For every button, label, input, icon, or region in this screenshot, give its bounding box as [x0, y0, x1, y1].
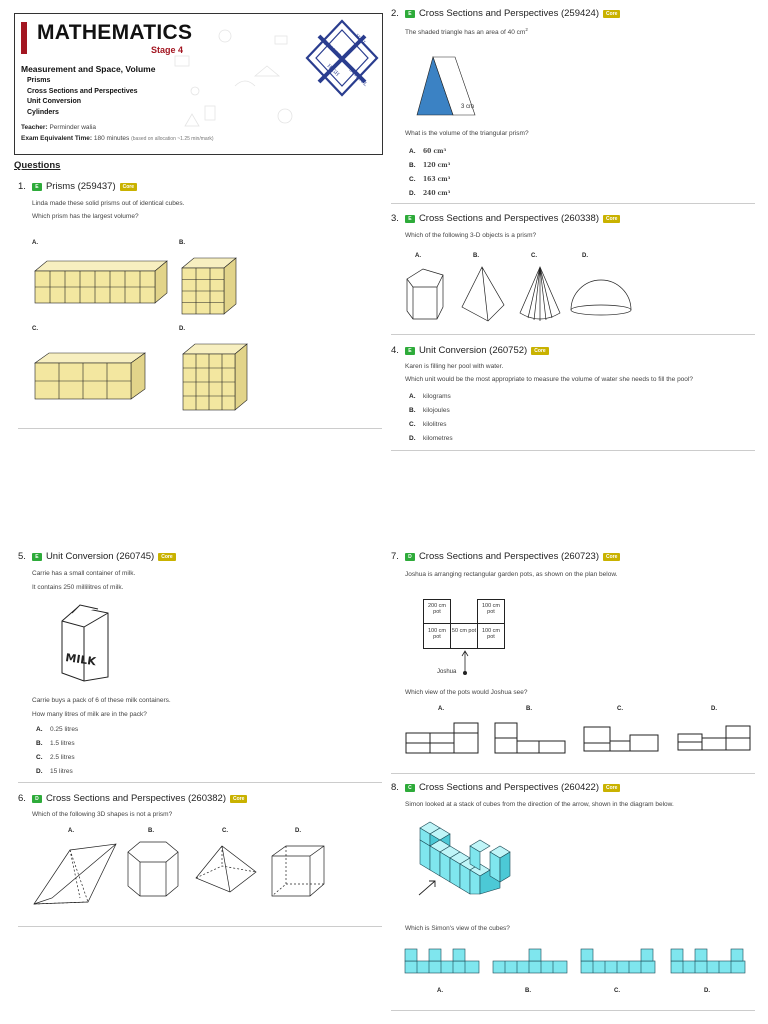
q4-option-d[interactable]: D. kilometres	[409, 435, 453, 442]
q6-header	[18, 793, 247, 804]
divider	[18, 926, 382, 927]
q4-option-c[interactable]: C. kilolitres	[409, 421, 447, 428]
q2-core-badge: Core	[603, 10, 620, 18]
formula-background	[165, 16, 315, 152]
time-value: 180 minutes	[93, 135, 130, 142]
stage-label: Stage 4	[151, 45, 184, 55]
q4-option-a[interactable]: A. kilograms	[409, 393, 451, 400]
q2-triangular-prism	[415, 55, 485, 127]
q1-label-c: C.	[32, 326, 38, 332]
q3-label-c: C.	[531, 253, 537, 259]
q2-dimension-label: 3 cm	[461, 104, 475, 110]
q6-label-d: D.	[295, 828, 301, 834]
time-label: Exam Equivalent Time:	[21, 135, 93, 142]
q8-label-d: D.	[704, 988, 710, 994]
q4-line-2: Which unit would be the most appropriate to measure the volume of water she needs to fill the pool?	[405, 376, 693, 383]
subtopic-item: Prisms	[27, 77, 51, 84]
q5-options	[36, 723, 78, 779]
q6-square-pyramid	[192, 842, 260, 898]
q1-label-b: B.	[179, 240, 185, 246]
q4-options	[409, 390, 453, 446]
q3-label-d: D.	[582, 253, 588, 259]
q5-line-3: Carrie buys a pack of 6 of these milk containers.	[32, 697, 171, 704]
q1-label-d: D.	[179, 326, 185, 332]
q5-core-badge: Core	[158, 553, 175, 561]
subtopic-item: Unit Conversion	[27, 98, 82, 105]
q5-difficulty-badge: E	[32, 553, 42, 561]
q2-title: Cross Sections and Perspectives (259424)	[418, 8, 600, 19]
q7-pot: 200 cm pot	[423, 599, 451, 624]
q6-line: Which of the following 3D shapes is not a prism?	[32, 811, 173, 818]
subtopic-item: Cross Sections and Perspectives	[27, 87, 138, 95]
q4-option-b[interactable]: B. kilojoules	[409, 407, 450, 414]
q5-option-d[interactable]: D. 15 litres	[36, 768, 73, 775]
q1-prism-b	[180, 256, 240, 316]
subject-title: MATHEMATICS	[37, 21, 193, 44]
q2-option-b[interactable]: B. 120 cm³	[409, 162, 451, 169]
q8-core-badge: Core	[603, 784, 620, 792]
teacher-label: Teacher:	[21, 124, 48, 131]
q6-cube	[268, 842, 328, 900]
q2-question: What is the volume of the triangular prism?	[405, 130, 529, 137]
q4-line-1: Karen is filling her pool with water.	[405, 363, 504, 370]
q8-header	[391, 782, 620, 793]
teacher-line	[21, 124, 96, 131]
q6-number: 6.	[18, 793, 26, 804]
q7-pot: 100 cm pot	[477, 599, 505, 624]
divider	[391, 773, 755, 774]
topic-title: Measurement and Space, Volume	[21, 64, 156, 74]
q1-line-1: Linda made these solid prisms out of identical cubes.	[32, 200, 185, 207]
q1-title: Prisms (259437)	[45, 181, 116, 192]
q5-line-2: It contains 250 millilitres of milk.	[32, 584, 124, 591]
divider	[391, 450, 755, 451]
q5-option-b[interactable]: B. 1.5 litres	[36, 740, 75, 747]
q8-direction-arrow-icon	[417, 877, 439, 897]
divider	[391, 334, 755, 335]
divider	[18, 428, 382, 429]
q8-view-c	[580, 948, 656, 974]
q6-label-a: A.	[68, 828, 74, 834]
q5-option-c[interactable]: C. 2.5 litres	[36, 754, 75, 761]
subtopic-list	[27, 76, 138, 118]
q3-cone-like-pyramid	[518, 265, 562, 325]
q8-label-a: A.	[437, 988, 443, 994]
q8-view-a	[404, 948, 480, 974]
q7-person-label: Joshua	[437, 669, 457, 675]
q7-pot-plan	[423, 599, 505, 649]
q3-difficulty-badge: E	[405, 215, 415, 223]
header-box	[14, 13, 383, 155]
q7-line: Joshua is arranging rectangular garden pots, as shown on the plan below.	[405, 571, 618, 578]
q8-view-b	[492, 948, 568, 974]
q3-line: Which of the following 3-D objects is a prism?	[405, 232, 537, 239]
q1-difficulty-badge: E	[32, 183, 42, 191]
q5-milk-carton	[58, 603, 114, 683]
q7-view-d	[677, 724, 752, 752]
q6-title: Cross Sections and Perspectives (260382)	[45, 793, 227, 804]
q7-label-a: A.	[438, 706, 444, 712]
q5-number: 5.	[18, 551, 26, 562]
q5-line-1: Carrie has a small container of milk.	[32, 570, 136, 577]
q1-prism-d	[181, 342, 251, 414]
q6-triangular-prism	[30, 840, 120, 908]
q7-view-a	[405, 721, 479, 755]
q5-title: Unit Conversion (260745)	[45, 551, 155, 562]
svg-text:HILL: HILL	[353, 33, 368, 47]
svg-text:QUAKERS: QUAKERS	[321, 39, 345, 63]
q5-header	[18, 551, 176, 562]
q3-pyramid	[460, 265, 506, 325]
q7-view-c	[583, 725, 659, 753]
divider	[391, 1010, 755, 1011]
q6-label-b: B.	[148, 828, 154, 834]
divider	[18, 782, 382, 783]
svg-text:SCHOOL: SCHOOL	[347, 67, 369, 88]
school-crest-logo	[305, 18, 380, 98]
q3-header	[391, 213, 620, 224]
q7-pot: 50 cm pot	[450, 623, 478, 649]
q8-number: 8.	[391, 782, 399, 793]
q3-label-a: A.	[415, 253, 421, 259]
q7-header	[391, 551, 620, 562]
q2-line-1	[405, 27, 528, 36]
q1-number: 1.	[18, 181, 26, 192]
subtopic-item: Cylinders	[27, 108, 59, 116]
q3-label-b: B.	[473, 253, 479, 259]
q7-question: Which view of the pots would Joshua see?	[405, 689, 528, 696]
q2-line-sup: 2	[525, 27, 528, 32]
q1-core-badge: Core	[120, 183, 137, 191]
q2-option-a[interactable]: A. 60 cm³	[409, 148, 447, 155]
svg-text:HIGH: HIGH	[325, 63, 341, 78]
q8-view-d	[670, 948, 746, 974]
q7-pot: 100 cm pot	[423, 623, 451, 649]
q4-header	[391, 345, 549, 356]
q1-prism-c	[35, 351, 150, 403]
q7-label-d: D.	[711, 706, 717, 712]
q3-pentagonal-prism	[403, 265, 447, 323]
q8-label-c: C.	[614, 988, 620, 994]
q5-line-4: How many litres of milk are in the pack?	[32, 711, 147, 718]
q1-prism-a	[35, 259, 170, 309]
q2-option-d[interactable]: D. 240 cm³	[409, 190, 451, 197]
questions-heading: Questions	[14, 160, 61, 171]
q2-option-c[interactable]: C. 163 cm³	[409, 176, 451, 183]
q4-difficulty-badge: E	[405, 347, 415, 355]
q7-label-b: B.	[526, 706, 532, 712]
q7-title: Cross Sections and Perspectives (260723)	[418, 551, 600, 562]
brand-bar	[21, 22, 27, 54]
q3-number: 3.	[391, 213, 399, 224]
time-note: (based on allocation ~1.25 min/mark)	[131, 136, 214, 142]
q2-header	[391, 8, 620, 19]
q5-milk-label: MILK	[64, 651, 97, 669]
q7-pot: 100 cm pot	[477, 623, 505, 649]
q8-title: Cross Sections and Perspectives (260422)	[418, 782, 600, 793]
q1-label-a: A.	[32, 240, 38, 246]
q2-line-text: The shaded triangle has an area of 40 cm	[405, 29, 526, 37]
q6-difficulty-badge: D	[32, 795, 42, 803]
teacher-name: Perminder walia	[49, 124, 97, 131]
q7-view-b	[494, 721, 566, 755]
q1-header	[18, 181, 137, 192]
q7-core-badge: Core	[603, 553, 620, 561]
q1-line-2: Which prism has the largest volume?	[32, 213, 139, 220]
q4-number: 4.	[391, 345, 399, 356]
q7-number: 7.	[391, 551, 399, 562]
q5-option-a[interactable]: A. 0.25 litres	[36, 726, 79, 733]
q3-core-badge: Core	[603, 215, 620, 223]
divider	[391, 203, 755, 204]
q2-options	[409, 145, 450, 201]
q4-title: Unit Conversion (260752)	[418, 345, 528, 356]
q2-number: 2.	[391, 8, 399, 19]
q8-question: Which is Simon's view of the cubes?	[405, 925, 510, 932]
q7-label-c: C.	[617, 706, 623, 712]
q2-difficulty-badge: E	[405, 10, 415, 18]
q8-label-b: B.	[525, 988, 531, 994]
q6-core-badge: Core	[230, 795, 247, 803]
q4-core-badge: Core	[531, 347, 548, 355]
q8-difficulty-badge: C	[405, 784, 415, 792]
q6-hexagonal-prism	[122, 838, 184, 902]
q3-title: Cross Sections and Perspectives (260338)	[418, 213, 600, 224]
q8-line: Simon looked at a stack of cubes from the direction of the arrow, shown in the diagram below.	[405, 801, 674, 808]
q6-label-c: C.	[222, 828, 228, 834]
q3-hemisphere	[569, 276, 633, 316]
q7-difficulty-badge: D	[405, 553, 415, 561]
q7-arrow-icon	[460, 649, 470, 675]
